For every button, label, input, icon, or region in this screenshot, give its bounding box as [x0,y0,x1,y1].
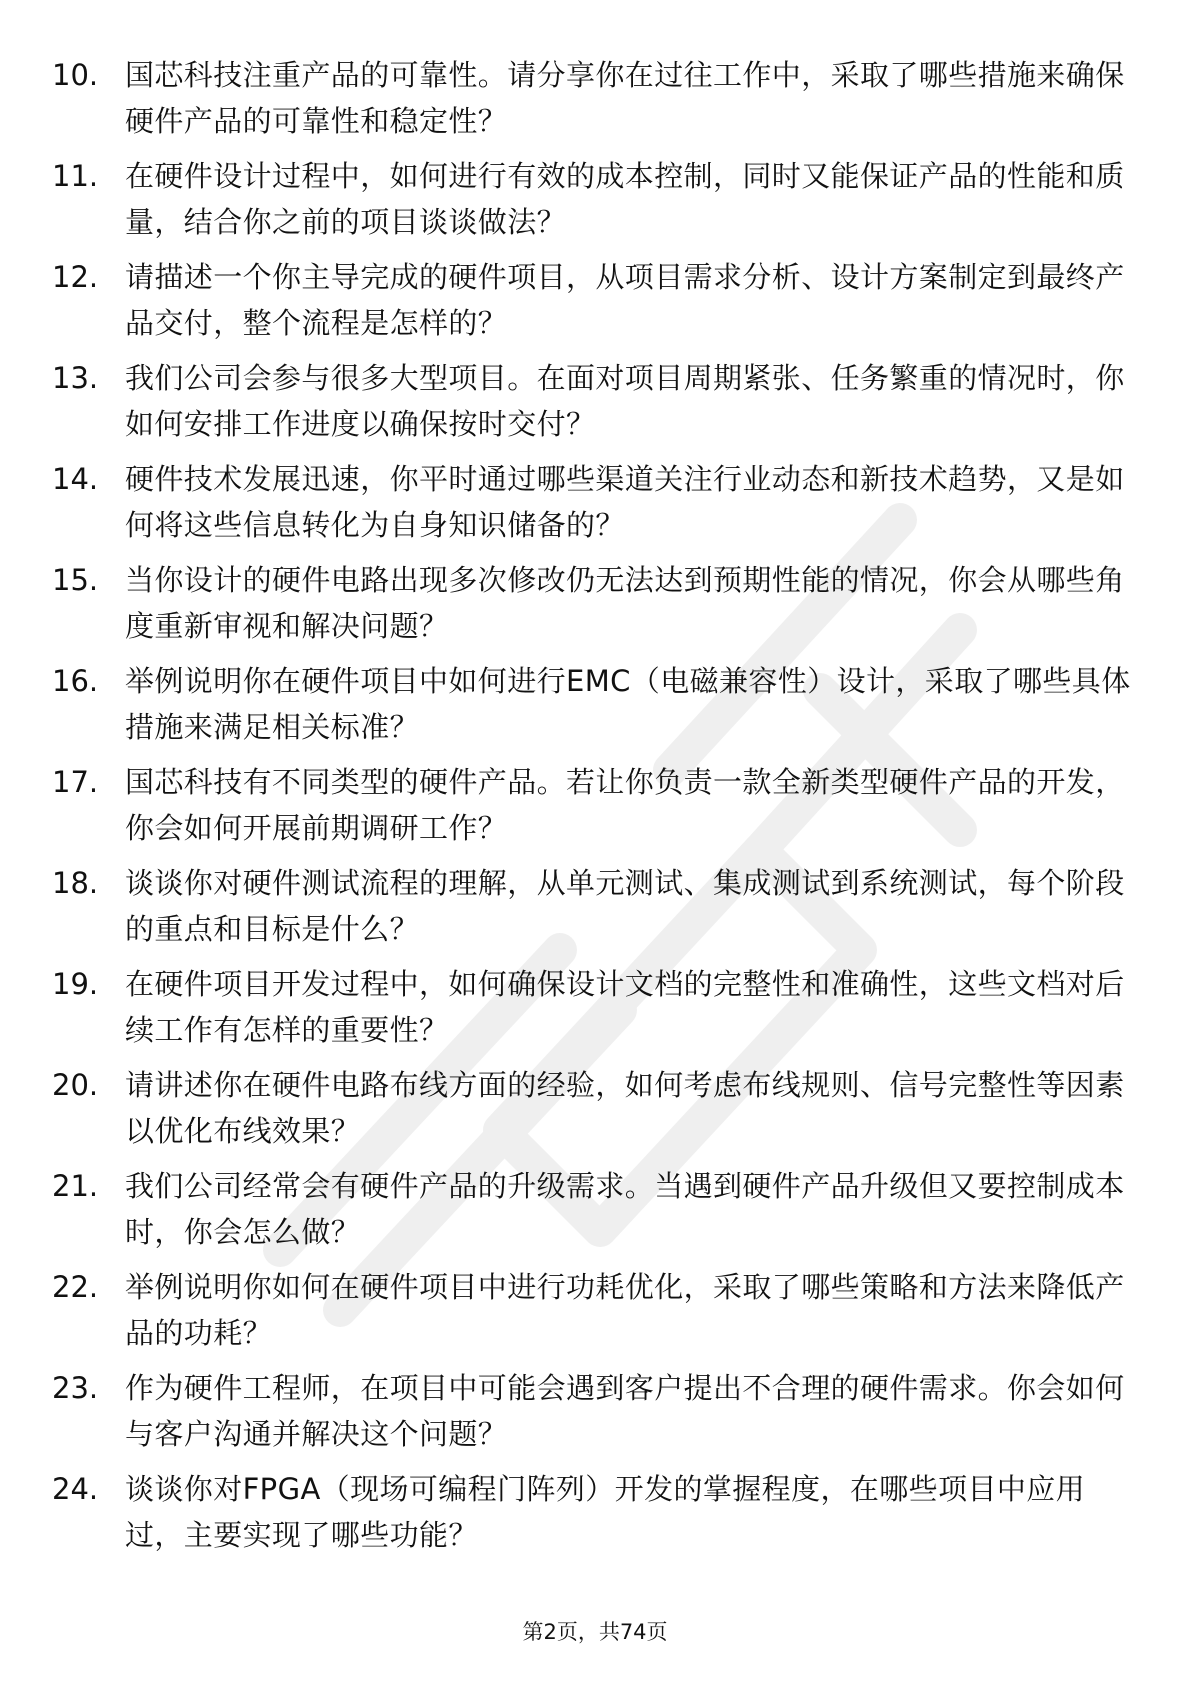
question-text: 举例说明你如何在硬件项目中进行功耗优化，采取了哪些策略和方法来降低产品的功耗？ [125,1270,1125,1350]
question-text: 谈谈你对硬件测试流程的理解，从单元测试、集成测试到系统测试，每个阶段的重点和目标是什么？ [125,866,1125,946]
question-number: 15. [52,563,99,597]
question-text: 硬件技术发展迅速，你平时通过哪些渠道关注行业动态和新技术趋势，又是如何将这些信息转化为自身知识储备的？ [125,462,1125,542]
question-number: 21. [52,1169,99,1203]
question-text: 在硬件项目开发过程中，如何确保设计文档的完整性和准确性，这些文档对后续工作有怎样的重要性？ [125,967,1125,1047]
question-item [52,1264,1132,1365]
question-item [52,557,1132,658]
question-text: 请描述一个你主导完成的硬件项目，从项目需求分析、设计方案制定到最终产品交付，整个流程是怎样的？ [125,260,1125,340]
question-number: 11. [52,159,99,193]
question-list [52,52,1132,1567]
question-number: 20. [52,1068,99,1102]
question-item [52,456,1132,557]
question-item [52,52,1132,153]
question-number: 23. [52,1371,99,1405]
question-item [52,153,1132,254]
page-footer: 第2页，共74页 [522,1620,668,1644]
question-text: 我们公司会参与很多大型项目。在面对项目周期紧张、任务繁重的情况时，你如何安排工作进度以确保按时交付？ [125,361,1125,441]
question-number: 13. [52,361,99,395]
question-text: 请讲述你在硬件电路布线方面的经验，如何考虑布线规则、信号完整性等因素以优化布线效果？ [125,1068,1125,1148]
question-item [52,961,1132,1062]
question-item [52,355,1132,456]
question-number: 22. [52,1270,99,1304]
question-item [52,254,1132,355]
question-number: 19. [52,967,99,1001]
question-item [52,1163,1132,1264]
question-number: 12. [52,260,99,294]
question-number: 16. [52,664,99,698]
question-number: 14. [52,462,99,496]
question-text: 我们公司经常会有硬件产品的升级需求。当遇到硬件产品升级但又要控制成本时，你会怎么做？ [125,1169,1125,1249]
question-text: 国芯科技有不同类型的硬件产品。若让你负责一款全新类型硬件产品的开发，你会如何开展前期调研工作？ [125,765,1125,845]
question-item [52,658,1132,759]
question-text: 作为硬件工程师，在项目中可能会遇到客户提出不合理的硬件需求。你会如何与客户沟通并解决这个问题？ [125,1371,1125,1451]
question-text: 谈谈你对FPGA（现场可编程门阵列）开发的掌握程度，在哪些项目中应用过，主要实现了哪些功能？ [125,1472,1086,1552]
question-text: 举例说明你在硬件项目中如何进行EMC（电磁兼容性）设计，采取了哪些具体措施来满足相关标准？ [125,664,1131,744]
question-item [52,759,1132,860]
question-number: 17. [52,765,99,799]
question-text: 国芯科技注重产品的可靠性。请分享你在过往工作中，采取了哪些措施来确保硬件产品的可靠性和稳定性？ [125,58,1125,138]
question-item [52,1062,1132,1163]
question-number: 18. [52,866,99,900]
question-text: 当你设计的硬件电路出现多次修改仍无法达到预期性能的情况，你会从哪些角度重新审视和解决问题？ [125,563,1125,643]
question-number: 24. [52,1472,99,1506]
question-text: 在硬件设计过程中，如何进行有效的成本控制，同时又能保证产品的性能和质量，结合你之前的项目谈谈做法？ [125,159,1125,239]
question-item [52,1466,1132,1567]
question-number: 10. [52,58,99,92]
question-item [52,1365,1132,1466]
question-item [52,860,1132,961]
